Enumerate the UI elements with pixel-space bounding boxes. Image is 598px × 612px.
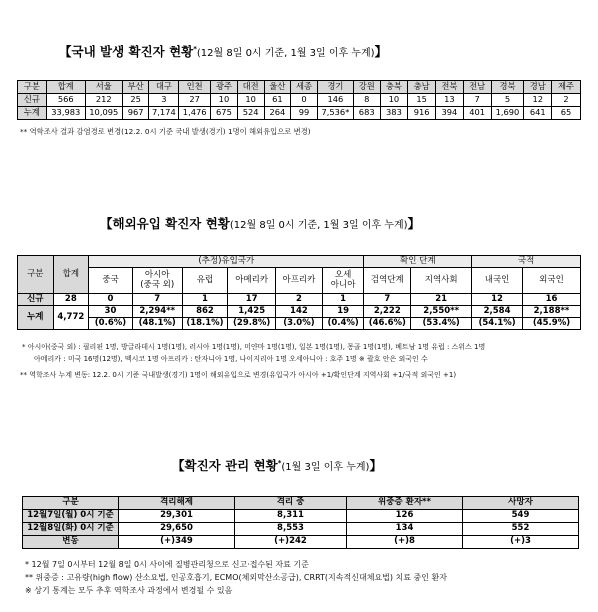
overseas-total-cell: 862 [182,306,228,318]
overseas-total-cell: 2,188** [522,306,580,318]
overseas-subtitle: (12월 8일 0시 기준, 1월 3일 이후 누계) [229,220,408,231]
domestic-total-cell: 99 [291,107,318,120]
domestic-header-cell: 인천 [179,81,211,94]
management-title [172,456,382,474]
overseas-total-cell: 142 [276,306,323,318]
domestic-new-cell: 27 [179,94,211,107]
management-cell: (+)349 [119,536,235,549]
overseas-total-row [18,306,581,318]
management-header-cell: 사망자 [463,497,579,510]
domestic-header-cell: 합계 [46,81,85,94]
domestic-row-label: 누계 [18,107,47,120]
overseas-total-cell: 30 [89,306,133,318]
overseas-country-header: 유럽 [182,268,228,294]
overseas-new-cell: 7 [364,294,411,306]
overseas-total-cell: 2,222 [364,306,411,318]
management-header-cell: 격리 중 [235,497,347,510]
domestic-header-cell: 경기 [317,81,353,94]
overseas-group-stage: 확인 단계 [364,256,472,268]
domestic-row-label: 신규 [18,94,47,107]
management-row-label: 12월8일(화) 0시 기준 [23,523,119,536]
overseas-new-cell: 7 [132,294,182,306]
domestic-total-cell: 641 [524,107,552,120]
overseas-new-cell: 12 [472,294,523,306]
overseas-total-cell: 1,425 [228,306,276,318]
domestic-new-cell: 10 [237,94,264,107]
domestic-total-cell: 10,095 [85,107,122,120]
overseas-total-cell: 2,294** [132,306,182,318]
domestic-new-cell: 5 [491,94,524,107]
overseas-label-category: 구분 [18,256,54,294]
management-header-row [23,497,579,510]
overseas-pct-cell: (0.4%) [322,318,364,330]
overseas-new-cell: 2 [276,294,323,306]
overseas-row-label: 신규 [18,294,54,306]
overseas-row-label: 누계 [18,306,54,330]
management-change-row [23,536,579,549]
overseas-pct-cell: (53.4%) [411,318,472,330]
domestic-new-cell: 25 [122,94,149,107]
overseas-stage-header: 지역사회 [411,268,472,294]
domestic-title [59,42,387,60]
overseas-country-header: 아프리카 [276,268,323,294]
domestic-new-cell: 0 [291,94,318,107]
domestic-total-row [18,107,581,120]
overseas-label-total: 합계 [53,256,89,294]
overseas-pct-cell: (54.1%) [472,318,523,330]
overseas-pct-cell: (45.9%) [522,318,580,330]
overseas-total-cell: 19 [322,306,364,318]
domestic-title-close: 】 [374,44,388,59]
overseas-group-row [18,256,581,268]
overseas-pct-cell: (29.8%) [228,318,276,330]
overseas-total-cell: 2,550** [411,306,472,318]
management-cell: 29,301 [119,510,235,523]
domestic-header-cell: 부산 [122,81,149,94]
domestic-subtitle: (12월 8일 0시 기준, 1월 3일 이후 누계) [196,48,375,59]
domestic-header-cell: 전남 [463,81,491,94]
overseas-new-cell: 1 [322,294,364,306]
overseas-total-cell: 4,772 [53,306,89,330]
management-note-2: ** 위중증 : 고유량(high flow) 산소요법, 인공호흡기, ECMO(체외막산소공급), CRRT(지속적신대체요법) 치료 중인 환자 [25,573,447,582]
overseas-country-header: 아시아 (중국 외) [132,268,182,294]
domestic-new-cell: 146 [317,94,353,107]
overseas-new-cell: 28 [53,294,89,306]
domestic-header-cell: 전북 [436,81,464,94]
management-row-label: 12월7일(월) 0시 기준 [23,510,119,523]
overseas-nationality-header: 내국인 [472,268,523,294]
domestic-total-cell: 916 [408,107,436,120]
overseas-new-cell: 17 [228,294,276,306]
overseas-pct-cell: (0.6%) [89,318,133,330]
domestic-new-cell: 8 [353,94,380,107]
management-title-text: 【확진자 관리 현황 [172,458,278,473]
management-cell: (+)8 [347,536,463,549]
management-header-cell: 구분 [23,497,119,510]
management-title-mark: * [277,458,282,467]
domestic-new-cell: 566 [46,94,85,107]
overseas-new-row [18,294,581,306]
domestic-header-cell: 충북 [380,81,408,94]
domestic-header-cell: 울산 [264,81,291,94]
overseas-title-close: 】 [407,216,421,231]
domestic-total-cell: 394 [436,107,464,120]
domestic-header-cell: 대구 [149,81,179,94]
overseas-sub-header-row [18,268,581,294]
overseas-note-2: ** 역학조사 누계 변동: 12.2. 0시 기준 국내발생(경기) 1명이 해외유입으로 변경(유입국가 아시아 +1/확인단계 지역사회 +1/국적 외국인 +1) [20,371,457,379]
overseas-table [17,255,581,330]
domestic-total-cell: 264 [264,107,291,120]
overseas-group-estimated: (추정)유입국가 [89,256,364,268]
domestic-header-cell: 대전 [237,81,264,94]
overseas-title-text: 【해외유입 확진자 현황 [100,216,230,231]
overseas-pct-cell: (3.0%) [276,318,323,330]
overseas-pct-cell: (18.1%) [182,318,228,330]
management-cell: 29,650 [119,523,235,536]
domestic-new-cell: 212 [85,94,122,107]
overseas-pct-row [18,318,581,330]
management-cell: 8,311 [235,510,347,523]
management-cell: 8,553 [235,523,347,536]
domestic-header-cell: 강원 [353,81,380,94]
domestic-total-cell: 65 [552,107,581,120]
overseas-note-1b: 아메리카 : 미국 16명(12명), 멕시코 1명 아프리카 : 탄자니아 1명, 나이지리아 1명 오세아니아 : 호주 1명 ※ 괄호 안은 외국인 수 [34,355,428,363]
domestic-title-mark: * [193,44,197,53]
domestic-header-cell: 광주 [211,81,238,94]
overseas-country-header: 오세 아니아 [322,268,364,294]
management-header-cell: 격리해제 [119,497,235,510]
domestic-new-cell: 10 [211,94,238,107]
overseas-pct-cell: (48.1%) [132,318,182,330]
management-header-cell: 위중증 환자** [347,497,463,510]
domestic-total-cell: 524 [237,107,264,120]
overseas-country-header: 중국 [89,268,133,294]
management-cell: (+)3 [463,536,579,549]
overseas-nationality-header: 외국인 [522,268,580,294]
domestic-new-row [18,94,581,107]
management-cell: 134 [347,523,463,536]
domestic-header-cell: 경북 [491,81,524,94]
management-cell: 126 [347,510,463,523]
domestic-new-cell: 61 [264,94,291,107]
domestic-new-cell: 12 [524,94,552,107]
overseas-note-1a: * 아시아(중국 외) : 필리핀 1명, 방글라데시 1명(1명), 러시아 1명(1명), 미얀마 1명(1명), 일본 1명(1명), 몽골 1명(1명), 베트남 1명 유럽 : 스위스 1명 [22,343,486,351]
domestic-total-cell: 33,983 [46,107,85,120]
domestic-header-row [18,81,581,94]
domestic-header-cell: 서울 [85,81,122,94]
management-cell: 552 [463,523,579,536]
domestic-total-cell: 7,174 [149,107,179,120]
management-row [23,510,579,523]
management-note-3: ※ 상기 통계는 모두 추후 역학조사 과정에서 변경될 수 있음 [25,586,233,595]
management-cell: (+)242 [235,536,347,549]
overseas-stage-header: 검역단계 [364,268,411,294]
domestic-total-cell: 967 [122,107,149,120]
management-row [23,523,579,536]
domestic-new-cell: 7 [463,94,491,107]
domestic-header-cell: 구분 [18,81,47,94]
overseas-new-cell: 16 [522,294,580,306]
domestic-total-cell: 683 [353,107,380,120]
overseas-new-cell: 0 [89,294,133,306]
domestic-new-cell: 2 [552,94,581,107]
domestic-total-cell: 1,476 [179,107,211,120]
domestic-header-cell: 제주 [552,81,581,94]
domestic-total-cell: 1,690 [491,107,524,120]
domestic-total-cell: 675 [211,107,238,120]
domestic-note: ** 역학조사 결과 감염경로 변경(12.2. 0시 기준 국내 발생(경기) 1명이 해외유입으로 변경) [20,127,311,136]
overseas-new-cell: 21 [411,294,472,306]
management-cell: 549 [463,510,579,523]
management-note-1: * 12월 7일 0시부터 12월 8일 0시 사이에 질병관리청으로 신고·접수된 자료 기준 [25,560,309,569]
overseas-group-nationality: 국적 [472,256,581,268]
domestic-header-cell: 세종 [291,81,318,94]
management-title-close: 】 [369,458,382,473]
domestic-total-cell: 7,536* [317,107,353,120]
overseas-new-cell: 1 [182,294,228,306]
domestic-header-cell: 충남 [408,81,436,94]
domestic-header-cell: 경남 [524,81,552,94]
overseas-title [100,214,420,232]
domestic-total-cell: 401 [463,107,491,120]
management-row-label: 변동 [23,536,119,549]
domestic-total-cell: 383 [380,107,408,120]
domestic-new-cell: 10 [380,94,408,107]
domestic-new-cell: 3 [149,94,179,107]
management-subtitle: (1월 3일 이후 누계) [281,462,370,473]
domestic-new-cell: 15 [408,94,436,107]
overseas-total-cell: 2,584 [472,306,523,318]
overseas-country-header: 아메리카 [228,268,276,294]
domestic-title-text: 【국내 발생 확진자 현황 [59,44,194,59]
management-table [22,496,579,549]
domestic-table [17,80,581,120]
overseas-pct-cell: (46.6%) [364,318,411,330]
domestic-new-cell: 13 [436,94,464,107]
